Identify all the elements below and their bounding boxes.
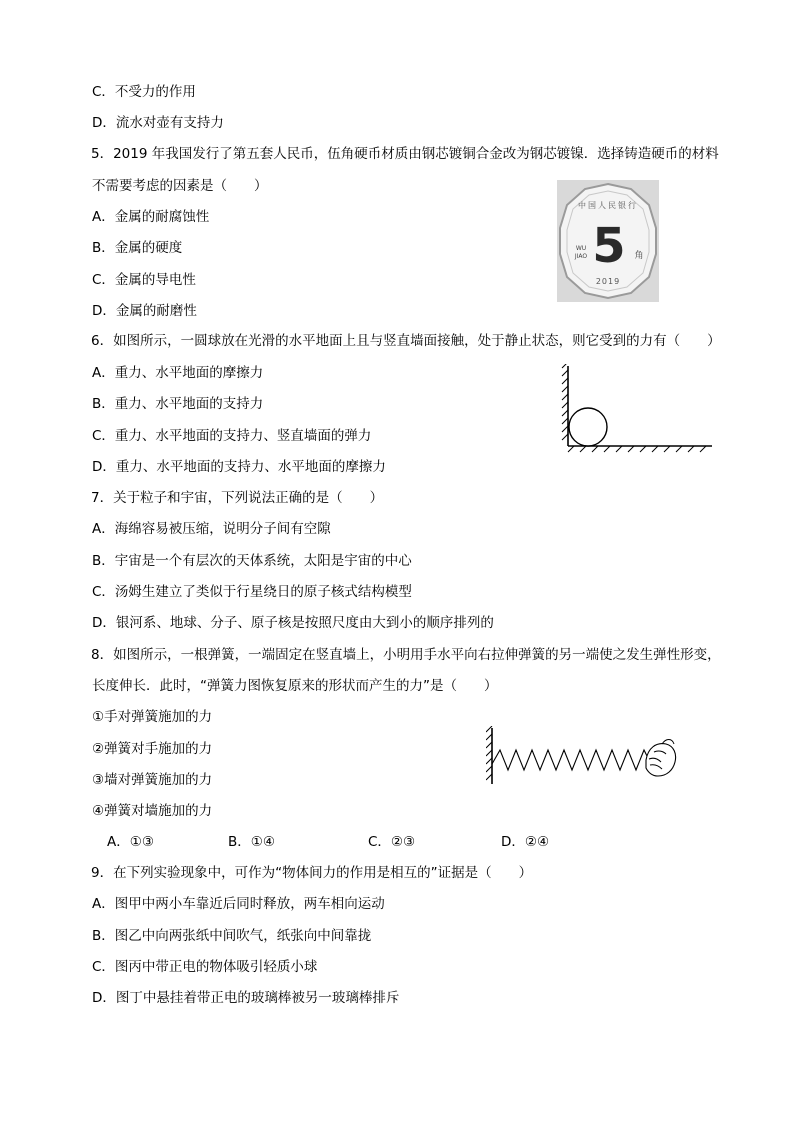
q5-option-b: B．金属的硬度 [92, 240, 183, 256]
q5-option-a: A．金属的耐腐蚀性 [92, 209, 210, 225]
q8-choice-b: B．①④ [228, 834, 275, 850]
q6-option-c: C．重力、水平地面的支持力、竖直墙面的弹力 [92, 428, 372, 444]
q8-choice-d: D．②④ [501, 834, 550, 850]
q9-option-a: A．图甲中两小车靠近后同时释放，两车相向运动 [92, 896, 385, 912]
q9-option-b: B．图乙中向两张纸中间吹气，纸张向中间靠拢 [92, 928, 372, 944]
q8-item-4: ④弹簧对墙施加的力 [92, 803, 213, 819]
q9-option-d: D．图丁中悬挂着带正电的玻璃棒被另一玻璃棒排斥 [92, 990, 400, 1006]
q8-item-3: ③墙对弹簧施加的力 [92, 772, 213, 788]
q8-item-2: ②弹簧对手施加的力 [92, 741, 213, 757]
coin-figure [557, 180, 659, 302]
coin-unit: 角 [634, 251, 644, 261]
q8-choice-c: C．②③ [368, 834, 416, 850]
coin-numeral: 5 [592, 218, 626, 274]
q5-option-d: D．金属的耐磨性 [92, 303, 197, 319]
q5-stem-line2: 不需要考虑的因素是（ ） [92, 178, 268, 194]
q6-stem: 6．如图所示，一圆球放在光滑的水平地面上且与竖直墙面接触，处于静止状态，则它受到的力有（ ） [91, 333, 721, 349]
q4-option-d: D．流水对壶有支持力 [92, 115, 224, 131]
q5-stem-line1: 5．2019 年我国发行了第五套人民币，伍角硬币材质由钢芯镀铜合金改为钢芯镀镍．选择铸造硬币的材料 [91, 146, 719, 162]
q8-stem-line1: 8．如图所示，一根弹簧，一端固定在竖直墙上，小明用手水平向右拉伸弹簧的另一端使之发生弹性形变， [91, 647, 721, 663]
q7-stem: 7．关于粒子和宇宙，下列说法正确的是（ ） [91, 490, 384, 506]
coin-year: 2019 [595, 277, 621, 286]
q6-option-b: B．重力、水平地面的支持力 [92, 396, 264, 412]
q6-option-d: D．重力、水平地面的支持力、水平地面的摩擦力 [92, 459, 386, 475]
q5-option-c: C．金属的导电性 [92, 272, 196, 288]
coin-pinyin-2: JIAO [574, 253, 588, 260]
q9-option-c: C．图丙中带正电的物体吸引轻质小球 [92, 959, 318, 975]
q8-item-1: ①手对弹簧施加的力 [92, 709, 213, 725]
q9-stem: 9．在下列实验现象中，可作为“物体间力的作用是相互的”证据是（ ） [91, 865, 533, 881]
q7-option-c: C．汤姆生建立了类似于行星绕日的原子核式结构模型 [92, 584, 412, 600]
q8-choice-a: A．①③ [107, 834, 154, 850]
q6-option-a: A．重力、水平地面的摩擦力 [92, 365, 264, 381]
coin-pinyin-1: WU [575, 245, 587, 252]
q7-option-b: B．宇宙是一个有层次的天体系统，太阳是宇宙的中心 [92, 553, 412, 569]
coin-top-text: 中国人民银行 [578, 201, 638, 210]
q8-stem-line2: 长度伸长．此时，“弹簧力图恢复原来的形状而产生的力”是（ ） [92, 678, 498, 694]
ball-wall-figure [560, 364, 714, 456]
q7-option-a: A．海绵容易被压缩，说明分子间有空隙 [92, 521, 331, 537]
q4-option-c: C．不受力的作用 [92, 84, 196, 100]
q7-option-d: D．银河系、地球、分子、原子核是按照尺度由大到小的顺序排列的 [92, 615, 494, 631]
spring-hand-figure [486, 726, 678, 786]
